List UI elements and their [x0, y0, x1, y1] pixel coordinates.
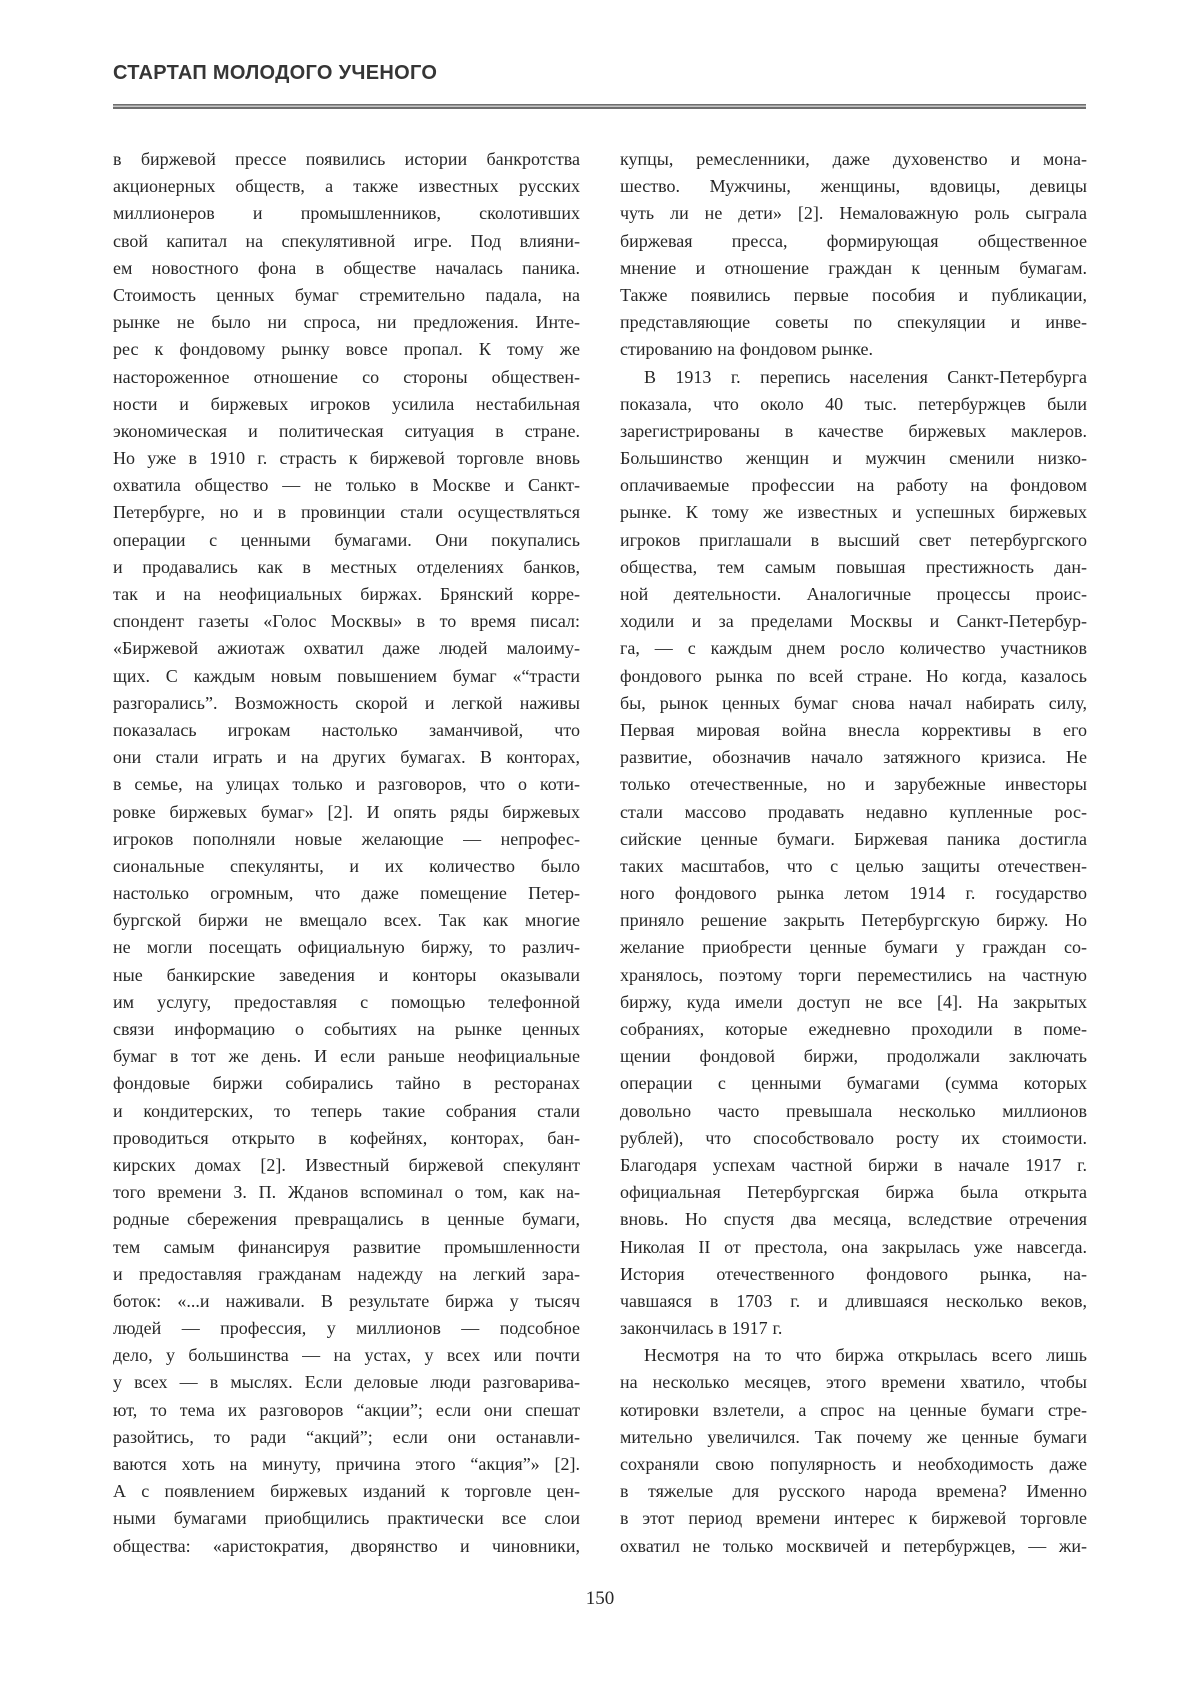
text-line: зарегистрированы в качестве биржевых маклеров.: [620, 420, 1087, 441]
text-line: фондового рынка по всей стране. Но когда, казалось: [620, 665, 1087, 686]
text-line: разгорались”. Возможность скорой и легкой наживы: [113, 692, 580, 713]
text-line: кирских домах [2]. Известный биржевой спекулянт: [113, 1154, 580, 1175]
text-line: у всех — в мыслях. Если деловые люди разговарива-: [113, 1372, 580, 1393]
text-line: купцы, ремесленники, даже духовенство и мона-: [620, 149, 1087, 169]
text-line: показалась игрокам настолько заманчивой, что: [113, 719, 580, 740]
text-line: Петербурге, но и в провинции стали осуществляться: [113, 502, 580, 523]
text-line: свой капитал на спекулятивной игре. Под влияни-: [113, 230, 580, 251]
text-columns: [113, 146, 1087, 1560]
text-line: и продавались как в местных отделениях банков,: [113, 556, 580, 577]
paragraph: [620, 146, 1087, 364]
text-line: биржу, куда имели доступ не все [4]. На закрытых: [620, 991, 1087, 1012]
text-line: сийские ценные бумаги. Биржевая паника достигла: [620, 828, 1087, 849]
running-head: СТАРТАП МОЛОДОГО УЧЕНОГО: [113, 62, 438, 84]
text-line: хранялось, поэтому торги переместились на частную: [620, 964, 1087, 985]
text-line: ного фондового рынка летом 1914 г. государство: [620, 883, 1087, 904]
text-line: игроков приглашали в высший свет петербургского: [620, 529, 1087, 550]
text-line: Также появились первые пособия и публикации,: [620, 284, 1087, 305]
text-line: дело, у большинства — на устах, у всех или почти: [113, 1345, 580, 1366]
text-line: операции с ценными бумагами. Они покупались: [113, 529, 580, 550]
text-line: охватила общество — не только в Москве и Санкт-: [113, 475, 580, 496]
text-line: чуть ли не дети» [2]. Немаловажную роль сыграла: [620, 203, 1087, 224]
paragraph: [620, 364, 1087, 1343]
text-line: только отечественные, но и зарубежные инвесторы: [620, 774, 1087, 795]
text-line: не могли посещать официальную биржу, то различ-: [113, 937, 580, 958]
text-line: довольно часто превышала несколько миллионов: [620, 1100, 1087, 1121]
text-line: га, — с каждым днем росло количество участников: [620, 638, 1087, 659]
text-line: спондент газеты «Голос Москвы» в то время писал:: [113, 611, 580, 632]
text-line: развитие, обозначив начало затяжного кризиса. Не: [620, 747, 1087, 768]
text-line: того времени З. П. Жданов вспоминал о том, как на-: [113, 1182, 580, 1203]
text-line: ют, то тема их разговоров “акции”; если они спешат: [113, 1399, 580, 1420]
text-line: игроков пополняли новые желающие — непрофес-: [113, 828, 580, 849]
text-line: родные сбережения превращались в ценные бумаги,: [113, 1209, 580, 1230]
text-line: бы, рынок ценных бумаг снова начал набирать силу,: [620, 692, 1087, 713]
text-line: ные банкирские заведения и конторы оказывали: [113, 964, 580, 985]
text-line: они стали играть и на других бумагах. В конторах,: [113, 747, 580, 768]
text-line: «Биржевой ажиотаж охватил даже людей малоиму-: [113, 638, 580, 659]
text-line: сохраняли свою популярность и необходимость даже: [620, 1454, 1087, 1474]
text-line: на несколько месяцев, этого времени хватило, чтобы: [620, 1372, 1087, 1393]
text-line: охватил не только москвичей и петербуржцев, — жи-: [620, 1535, 1087, 1556]
text-line: биржевая пресса, формирующая общественное: [620, 230, 1087, 251]
text-line: стали массово продавать недавно купленные рос-: [620, 801, 1087, 822]
text-line: приняло решение закрыть Петербургскую биржу. Но: [620, 910, 1087, 931]
text-line: щении фондовой биржи, продолжали заключать: [620, 1046, 1087, 1067]
text-line: показала, что около 40 тыс. петербуржцев были: [620, 393, 1087, 414]
text-line: бумаг в тот же день. И если раньше неофициальные: [113, 1046, 580, 1067]
text-line: акционерных обществ, а также известных русских: [113, 176, 580, 197]
text-line: ровке биржевых бумаг» [2]. И опять ряды биржевых: [113, 801, 580, 822]
text-line: ности и биржевых игроков усилила нестабильная: [113, 393, 580, 414]
text-line: История отечественного фондового рынка, на-: [620, 1263, 1087, 1284]
text-line: рынке. К тому же известных и успешных биржевых: [620, 502, 1087, 523]
text-line: настороженное отношение со стороны обществен-: [113, 366, 580, 387]
text-line: общества, тем самым повышая престижность дан-: [620, 556, 1087, 577]
text-line: ваются хоть на минуту, причина этого “акция”» [2].: [113, 1454, 580, 1474]
text-line: оплачиваемые профессии на работу на фондовом: [620, 475, 1087, 496]
text-line: собраниях, которые ежедневно проходили в поме-: [620, 1019, 1087, 1039]
text-line: рес к фондовому рынку вовсе пропал. К тому же: [113, 339, 580, 360]
text-line: официальная Петербургская биржа была открыта: [620, 1182, 1087, 1203]
paragraph: [620, 1342, 1087, 1560]
text-line: боток: «...и наживали. В результате биржа у тысяч: [113, 1290, 580, 1311]
text-line: настолько огромным, что даже помещение Петер-: [113, 883, 580, 904]
text-line: в этот период времени интерес к биржевой торговле: [620, 1508, 1087, 1529]
text-line: закончилась в 1917 г.: [620, 1318, 783, 1339]
text-line: вновь. Но спустя два месяца, вследствие отречения: [620, 1209, 1087, 1230]
text-line: и кондитерских, то теперь такие собрания стали: [113, 1100, 580, 1121]
text-line: ем новостного фона в обществе началась паника.: [113, 257, 580, 278]
text-line: стированию на фондовом рынке.: [620, 339, 874, 360]
text-line: мительно увеличился. Так почему же ценные бумаги: [620, 1426, 1087, 1447]
text-line: желание приобрести ценные бумаги у граждан со-: [620, 937, 1087, 958]
text-line: Большинство женщин и мужчин сменили низко-: [620, 448, 1087, 469]
right-column: [620, 146, 1087, 1560]
text-line: чавшаяся в 1703 г. и длившаяся несколько веков,: [620, 1290, 1087, 1311]
text-line: Благодаря успехам частной биржи в начале 1917 г.: [620, 1154, 1087, 1175]
text-line: в семье, на улицах только и разговоров, что о коти-: [113, 774, 580, 795]
paragraph: [113, 146, 580, 1560]
text-line: рублей), что способствовало росту их стоимости.: [620, 1127, 1087, 1148]
text-line: Первая мировая война внесла коррективы в его: [620, 719, 1087, 740]
text-line: экономическая и политическая ситуация в стране.: [113, 420, 580, 441]
text-line: рынке не было ни спроса, ни предложения. Инте-: [113, 312, 580, 333]
text-line: Стоимость ценных бумаг стремительно падала, на: [113, 284, 580, 305]
text-line: ной деятельности. Аналогичные процессы проис-: [620, 584, 1087, 604]
text-line: в биржевой прессе появились истории банкротства: [113, 149, 580, 169]
text-line: таких масштабов, что с целью защиты отечествен-: [620, 855, 1087, 876]
text-line: котировки взлетели, а спрос на ценные бумаги стре-: [620, 1399, 1087, 1420]
text-line: Несмотря на то что биржа открылась всего лишь: [644, 1345, 1087, 1366]
text-line: миллионеров и промышленников, сколотивших: [113, 203, 580, 224]
text-line: В 1913 г. перепись населения Санкт-Петербурга: [644, 366, 1087, 387]
text-line: Николая II от престола, она закрылась уже навсегда.: [620, 1236, 1087, 1257]
text-line: так и на неофициальных биржах. Брянский корре-: [113, 584, 580, 604]
header-rule-divider: [113, 104, 1086, 109]
text-line: щих. С каждым новым повышением бумаг «“трасти: [113, 665, 580, 686]
text-line: Но уже в 1910 г. страсть к биржевой торговле вновь: [113, 448, 580, 469]
text-line: мнение и отношение граждан к ценным бумагам.: [620, 257, 1087, 278]
text-line: и предоставляя гражданам надежду на легкий зара-: [113, 1263, 580, 1284]
text-line: А с появлением биржевых изданий к торговле цен-: [113, 1481, 580, 1502]
text-line: сиональные спекулянты, и их количество было: [113, 855, 580, 876]
text-line: ходили и за пределами Москвы и Санкт-Петербур-: [620, 611, 1087, 632]
text-line: шество. Мужчины, женщины, вдовицы, девицы: [620, 176, 1087, 197]
text-line: им услугу, предоставляя с помощью телефонной: [113, 991, 580, 1012]
text-line: операции с ценными бумагами (сумма которых: [620, 1073, 1087, 1094]
page-number: 150: [585, 1588, 615, 1609]
left-column: [113, 146, 580, 1560]
text-line: ными бумагами приобщились практически все слои: [113, 1508, 580, 1529]
text-line: бургской биржи не вмещало всех. Так как многие: [113, 910, 580, 931]
text-line: в тяжелые для русского народа времена? Именно: [620, 1481, 1087, 1502]
text-line: представляющие советы по спекуляции и инве-: [620, 312, 1087, 333]
text-line: общества: «аристократия, дворянство и чиновники,: [113, 1535, 580, 1556]
text-line: разойтись, то ради “акций”; если они останавли-: [113, 1426, 580, 1447]
text-line: проводиться открыто в кофейнях, конторах, бан-: [113, 1127, 580, 1148]
text-line: связи информацию о событиях на рынке ценных: [113, 1019, 580, 1039]
text-line: фондовые биржи собирались тайно в ресторанах: [113, 1073, 580, 1094]
text-line: тем самым финансируя развитие промышленности: [113, 1236, 580, 1257]
text-line: людей — профессия, у миллионов — подсобное: [113, 1318, 580, 1339]
